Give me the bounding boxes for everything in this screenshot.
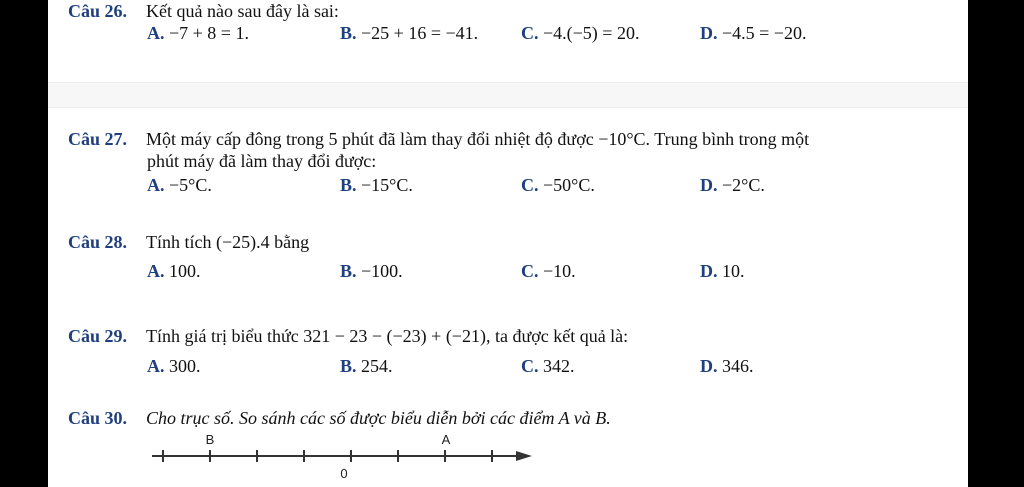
zero-label: 0	[340, 466, 348, 481]
q27-option-c	[521, 174, 595, 196]
question-number: Câu 27.	[68, 129, 128, 149]
question-stem: Tính giá trị biểu thức 321 − 23 − (−23) + (−21), ta được kết quả là:	[146, 326, 629, 346]
q26-option-d	[700, 22, 806, 44]
q29-option-b	[340, 355, 393, 377]
option-letter: C.	[521, 23, 539, 43]
option-letter: D.	[700, 261, 718, 281]
option-text: 100.	[169, 261, 201, 281]
option-text: 342.	[543, 356, 575, 376]
option-letter: A.	[147, 175, 165, 195]
option-letter: B.	[340, 23, 357, 43]
q28-option-a	[147, 260, 201, 282]
axis-arrow	[516, 451, 532, 461]
option-letter: C.	[521, 356, 539, 376]
question-26	[68, 0, 339, 22]
question-29	[68, 325, 628, 347]
option-text: 254.	[361, 356, 393, 376]
option-text: −15°C.	[361, 175, 413, 195]
option-letter: C.	[521, 261, 539, 281]
option-letter: A.	[147, 261, 165, 281]
q27-option-d	[700, 174, 765, 196]
option-text: −4.5 = −20.	[722, 23, 807, 43]
option-text: 300.	[169, 356, 201, 376]
option-text: −50°C.	[543, 175, 595, 195]
question-number: Câu 26.	[68, 1, 128, 21]
option-text: 346.	[722, 356, 754, 376]
q27-option-a	[147, 174, 212, 196]
option-letter: B.	[340, 175, 357, 195]
number-line	[148, 428, 538, 484]
option-letter: B.	[340, 356, 357, 376]
question-stem: Tính tích (−25).4 bằng	[146, 232, 310, 252]
option-letter: D.	[700, 175, 718, 195]
q27-option-b	[340, 174, 413, 196]
question-stem: Một máy cấp đông trong 5 phút đã làm thay đổi nhiệt độ được −10°C. Trung bình trong một	[146, 129, 810, 149]
option-letter: A.	[147, 356, 165, 376]
q29-option-a	[147, 355, 201, 377]
q28-option-c	[521, 260, 576, 282]
option-text: −100.	[361, 261, 403, 281]
q26-option-b	[340, 22, 478, 44]
option-letter: D.	[700, 23, 718, 43]
question-stem-continued: phút máy đã làm thay đổi được:	[147, 151, 377, 171]
question-stem: Kết quả nào sau đây là sai:	[146, 1, 339, 21]
point-a-label: A	[441, 432, 451, 447]
q29-option-c	[521, 355, 575, 377]
page-break	[48, 82, 968, 108]
option-text: −2°C.	[722, 175, 765, 195]
option-text: −4.(−5) = 20.	[543, 23, 640, 43]
question-27	[68, 128, 809, 150]
question-stem: Cho trục số. So sánh các số được biểu diễn bởi các điểm A và B.	[146, 408, 611, 428]
option-text: −7 + 8 = 1.	[169, 23, 249, 43]
option-letter: A.	[147, 23, 165, 43]
question-number: Câu 29.	[68, 326, 128, 346]
option-text: 10.	[722, 261, 745, 281]
question-number: Câu 28.	[68, 232, 128, 252]
option-letter: C.	[521, 175, 539, 195]
q26-option-a	[147, 22, 249, 44]
q29-option-d	[700, 355, 754, 377]
q28-option-b	[340, 260, 403, 282]
question-30	[68, 407, 611, 429]
option-letter: B.	[340, 261, 357, 281]
number-line-figure	[148, 428, 538, 484]
option-letter: D.	[700, 356, 718, 376]
option-text: −10.	[543, 261, 576, 281]
question-number: Câu 30.	[68, 408, 128, 428]
question-28	[68, 231, 309, 253]
point-b-label: B	[205, 432, 215, 447]
q26-option-c	[521, 22, 639, 44]
option-text: −5°C.	[169, 175, 212, 195]
option-text: −25 + 16 = −41.	[361, 23, 479, 43]
q28-option-d	[700, 260, 745, 282]
